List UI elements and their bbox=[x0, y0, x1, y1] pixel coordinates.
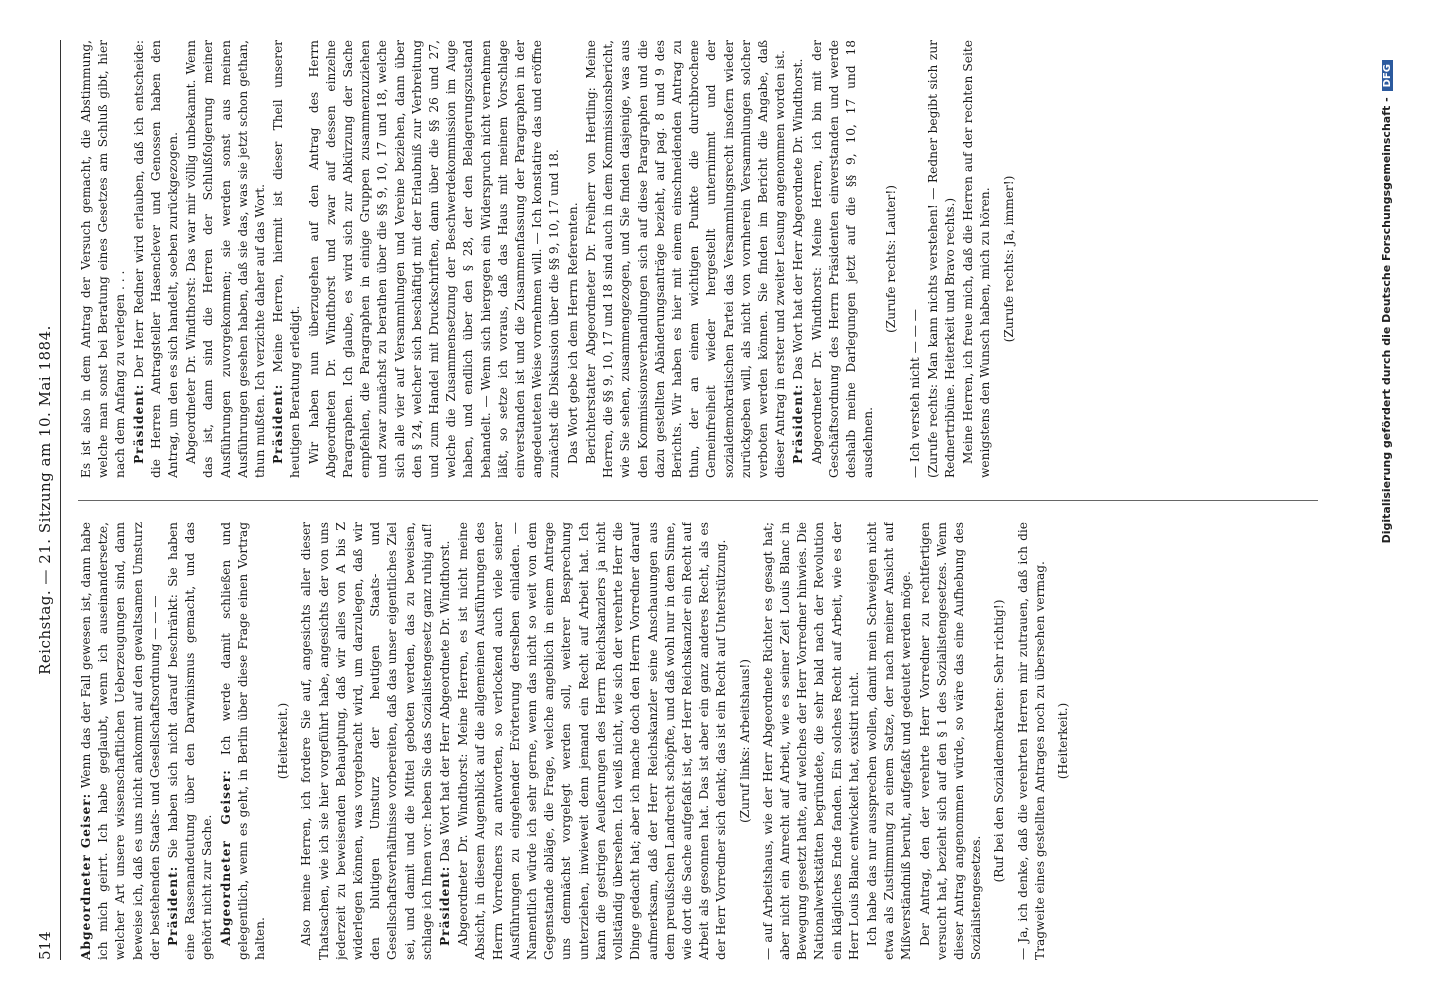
paragraph-text: (Zurufe rechts: Man kann nichts verstehen! — Redner begibt sich zur Rednertribüne. Heiterkeit und Bravo rechts.) bbox=[925, 40, 957, 478]
interjection: (Zuruf links: Arbeitshaus!) bbox=[737, 659, 752, 823]
paragraph bbox=[917, 522, 986, 960]
interjection: (Zurufe rechts: Lauter!) bbox=[884, 185, 899, 333]
paragraph bbox=[960, 40, 994, 478]
interjection: (Zurufe rechts: Ja, immer!) bbox=[1001, 175, 1016, 343]
column-divider bbox=[78, 500, 1318, 501]
paragraph bbox=[1015, 522, 1049, 960]
paragraph bbox=[437, 522, 454, 960]
paragraph bbox=[925, 40, 959, 478]
paragraph bbox=[760, 522, 863, 960]
paragraph-text: Ich habe das nur aussprechen wollen, damit mein Schweigen nicht etwa als Zustimmung zu einem Satze, der nach meiner Ansicht auf Mißverständniß beruht, aufgefaßt und gedeutet werden möge. bbox=[864, 522, 914, 960]
paragraph-text: Das Wort gebe ich dem Herrn Referenten. bbox=[565, 202, 580, 464]
paragraph bbox=[298, 522, 436, 960]
paragraph-text: — auf Arbeitshaus, wie der Herr Abgeordnete Richter es gesagt hat; aber nicht ein Anrecht auf Arbeit, wie es seiner Zeit Louis Blanc in Bewegung gesetzt hatte, auf welches der Herr Vorredner hinwies. Die Nationalwerkstätten begründete, die sehr bald nach der Revolution ein klägliches Ende fanden. Ein solches Recht auf Arbeit, wie es der Herr Louis Blanc entwickelt hat, existirt nicht. bbox=[760, 522, 861, 960]
paragraph-text: Meine Herren, ich freue mich, daß die Herren auf der rechten Seite wenigstens den Wunsch haben, mich zu hören. bbox=[961, 40, 993, 478]
paragraph bbox=[306, 40, 564, 478]
right-column bbox=[78, 40, 1318, 478]
paragraph-text: Ich werde damit schließen und gelegentlich, wenn es geht, in Berlin über diese Frage einen Vortrag halten. bbox=[218, 522, 268, 960]
left-column bbox=[78, 522, 1318, 960]
paragraph bbox=[131, 40, 183, 478]
paragraph bbox=[907, 40, 924, 478]
page-number: 514 bbox=[36, 931, 54, 960]
paragraph bbox=[864, 522, 916, 960]
speaker-name: Abgeordneter Geiser: bbox=[79, 792, 93, 960]
speaker-name: Präsident: bbox=[131, 383, 146, 464]
header-rule bbox=[60, 40, 61, 960]
paragraph-text: Abgeordneter Dr. Windthorst: Das war mir völlig unbekannt. Wenn das ist, dann sind die Herren der Schlußfolgerung meiner Ausführungen zuvorgekommen; sie werden sonst aus meinen Ausführungen gesehen haben, daß sie das, was sie jetzt schon gethan, thun mußten. Ich verzichte daher auf das Wort. bbox=[184, 40, 268, 478]
paragraph-text: — Ich versteh nicht — — — bbox=[907, 309, 922, 478]
interjection: (Ruf bei den Sozialdemokraten: Sehr richtig!) bbox=[992, 599, 1007, 883]
paragraph-text: — Ja, ich denke, daß die verehrten Herren mir zutrauen, daß ich die Tragweite eines gestellten Antrages noch zu übersehen vermag. bbox=[1015, 522, 1047, 960]
paragraph bbox=[218, 522, 270, 960]
paragraph bbox=[583, 40, 789, 478]
speaker-name: Präsident: bbox=[271, 383, 286, 464]
interjection: (Heiterkeit.) bbox=[276, 702, 291, 780]
paragraph-text: Wir haben nun überzugehen auf den Antrag des Herrn Abgeordneten Dr. Windthorst und zwar auf dessen einzelne Paragraphen. Ich glaube, es wird sich zur Abkürzung der Sache empfehlen, die Paragraphen in einige Gruppen zusammenzuziehen und zwar zunächst zu berathen über die §§ 9, 10, 17 und 18, welche sich alle vier auf Versammlungen und Vereine beziehen, dann über den § 24, welcher sich beschäftigt mit der Erlaubniß zur Verbreitung und zum Handel mit Druckschriften, dann über die §§ 26 und 27, welche die Zusammensetzung der Beschwerdekommission im Auge haben, und endlich über den § 28, der den Belagerungszustand behandelt. — Wenn sich hiergegen ein Widerspruch nicht vernehmen läßt, so setze ich voraus, daß das Haus mit meinem Vorschlage einverstanden ist und die Zusammenfassung der Paragraphen in der angedeuteten Weise vornehmen will. — Ich konstatire das und eröffne zunächst die Diskussion über die §§ 9, 10, 17 und 18. bbox=[306, 40, 562, 478]
paragraph-text: Sie haben sich nicht darauf beschränkt: Sie haben eine Rassenandeutung über den Darwinismus gemacht, und das gehört nicht zur Sache. bbox=[166, 522, 215, 960]
paragraph-text: Abgeordneter Dr. Windthorst: Meine Herren, es ist nicht meine Absicht, in diesem Augenblick auf die allgemeinen Ausführungen des Herrn Vorredners zu antworten, so verlockend auch viele seiner Ausführungen zu eingehender Erörterung derselben einladen. — Namentlich würde ich sehr gerne, wenn das nicht so weit von dem Gegenstande abläge, die Frage, welche angeblich in einem Antrage uns demnächst vorgelegt werden soll, weiterer Besprechung unterziehen, inwieweit denn jemand ein Recht auf Arbeit hat. Ich kann die gestrigen Aeußerungen des Herrn Reichskanzlers ja nicht vollständig übersehen. Ich weiß nicht, wie sich der verehrte Herr die Dinge gedacht hat; aber ich mache doch den Herrn Vorredner darauf aufmerksam, daß der Herr Reichskanzler seine Anschauungen aus dem preußischen Landrecht schöpfte, und daß wohl nur in dem Sinne, wie dort die Sache aufgefaßt ist, der Herr Reichskanzler ein Recht auf Arbeit als gesonnen hat. Das ist aber ein ganz anderes Recht, als es der Herr Vorredner sich denkt; das ist ein Recht auf Unterstützung. bbox=[456, 522, 729, 960]
dfg-badge: DFG bbox=[1382, 60, 1393, 91]
speaker-name: Präsident: bbox=[166, 865, 181, 946]
paragraph-text: Berichterstatter Abgeordneter Dr. Freiherr von Hertling: Meine Herren, die §§ 9, 10, 17 und 18 sind auch in dem Kommissionsbericht, wie Sie sehen, zusammengezogen, und Sie finden dasjenige, was aus den Kommissionsverhandlungen sich auf diese Paragraphen und die dazu gestellten Abänderungsanträge bezieht, auf pag. 8 und 9 des Berichts. Wir haben es hier mit einem einschneidenden Antrag zu thun, der an einem wichtigen Punkte die durchbrochene Gemeinfreiheit wieder hergestellt unternimmt und der sozialdemokratischen Partei das Versammlungsrecht insofern wieder zurückgeben will, als nicht von vornherein Versammlungen solcher verboten werden können. Sie finden im Bericht die Angabe, daß dieser Antrag in erster und zweiter Lesung angenommen worden ist. bbox=[583, 40, 788, 478]
running-title: Reichstag. — 21. Sitzung am 10. Mai 1884. bbox=[36, 325, 54, 675]
paragraph-text: Es ist also in dem Antrag der Versuch gemacht, die Abstimmung, welche man sonst bei Beratung eines Gesetzes am Schluß gibt, hier nach dem Anfang zu verlegen . . . bbox=[79, 40, 128, 478]
speaker-name: Abgeordneter Geiser: bbox=[218, 769, 233, 946]
speaker-name: Präsident: bbox=[791, 383, 806, 464]
paragraph-text: Der Antrag, den der verehrte Herr Vorredner zu rechtfertigen versucht hat, bezieht sich auf den § 1 des Sozialistengesetzes. Wenn dieser Antrag angenommen würde, so wäre das eine Aufhebung des Sozialistengesetzes. bbox=[917, 522, 984, 960]
paragraph bbox=[78, 522, 164, 960]
paragraph bbox=[270, 40, 304, 478]
paragraph bbox=[165, 522, 217, 960]
paragraph-text: Also meine Herren, ich fordere Sie auf, angesichts aller dieser Thatsachen, wie ich sie hier vorgeführt habe, angesichts der von uns jederzeit zu beweisenden Behauptung, daß wir alles von A bis Z widerlegen können, was vorgebracht wird, um darzulegen, daß wir den blutigen Umsturz der heutigen Staats- und Gesellschaftsverhältnisse vorbereiten, daß das unser eigentliches Ziel sei, und damit und die Mittel geboten werden, das zu beweisen, schlage ich Ihnen vor: heben Sie das Sozialistengesetz ganz ruhig auf! bbox=[299, 522, 434, 960]
speaker-name: Präsident: bbox=[438, 865, 453, 946]
paragraph bbox=[455, 522, 730, 960]
paragraph bbox=[809, 40, 878, 478]
digitization-credit bbox=[1380, 60, 1393, 940]
paragraph-text: Der Herr Redner wird erlauben, daß ich entscheide: die Herren Antragsteller Hasenclever und Genossen haben den Antrag, um den es sich handelt, soeben zurückgezogen. bbox=[131, 40, 181, 478]
paragraph-text: Abgeordneter Dr. Windthorst: Meine Herren, ich bin mit der Geschäftsordnung des Herrn Präsidenten einverstanden und werde deshalb meine Darlegungen jetzt auf die §§ 9, 10, 17 und 18 ausdehnen. bbox=[809, 40, 876, 478]
paragraph bbox=[183, 40, 269, 478]
paragraph bbox=[78, 40, 130, 478]
paragraph-text: Das Wort hat der Herr Abgeordnete Dr. Windthorst. bbox=[438, 540, 453, 866]
page-header bbox=[32, 40, 62, 960]
paragraph-text: Meine Herren, hiermit ist dieser Theil unserer heutigen Beratung erledigt. bbox=[271, 40, 303, 478]
paragraph bbox=[565, 40, 582, 478]
paragraph-text: Das Wort hat der Herr Abgeordnete Dr. Windthorst. bbox=[791, 58, 806, 384]
interjection: (Heiterkeit.) bbox=[1055, 702, 1070, 780]
credit-text: Digitalisierung gefördert durch die Deutsche Forschungsgemeinschaft - bbox=[1380, 97, 1393, 544]
paragraph bbox=[790, 40, 807, 478]
paragraph-text: Wenn das der Fall gewesen ist, dann habe ich mich geirrt. Ich habe geglaubt, wenn ich auseinandersetze, welcher Art unsere wissenschaftlichen Ueberzeugungen sind, dann beweise ich, daß es uns nicht ankommt auf den gewaltsamen Umsturz der bestehenden Staats- und Gesellschaftsordnung — — — bbox=[79, 522, 162, 960]
